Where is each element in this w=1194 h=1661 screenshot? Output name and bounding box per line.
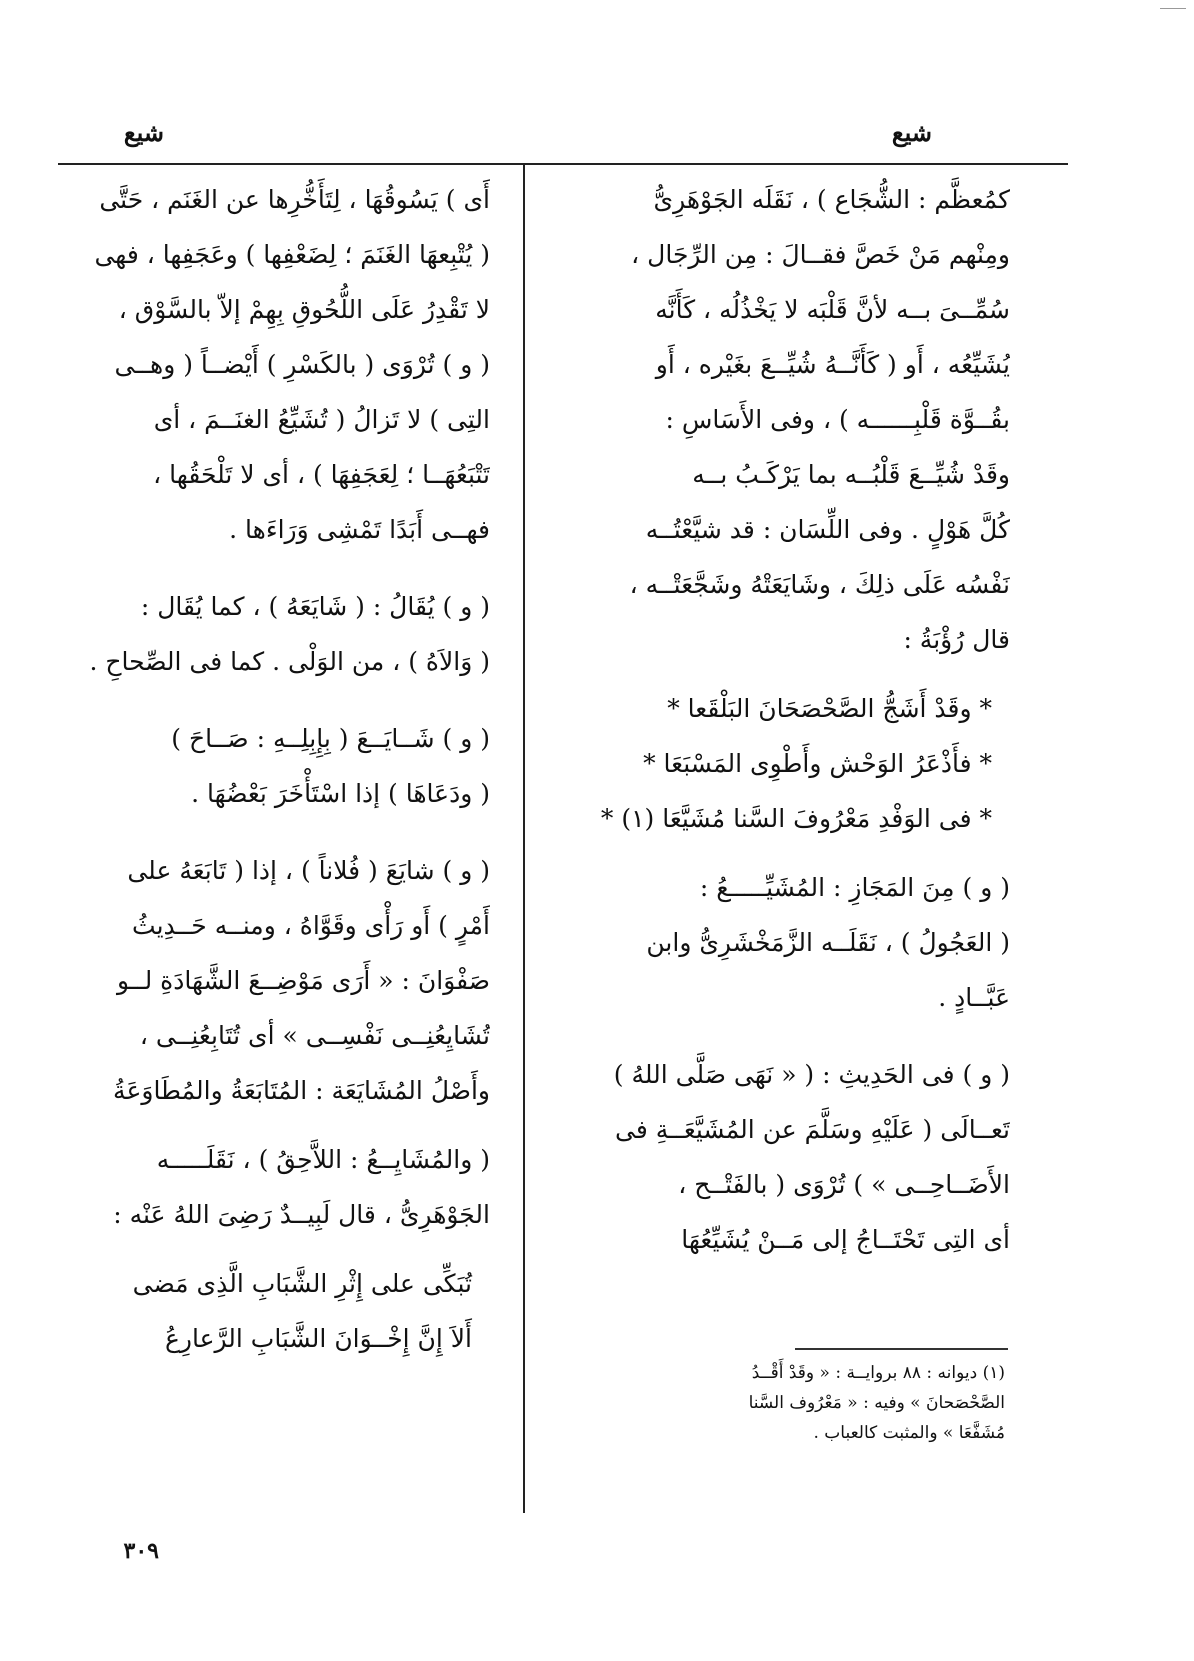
text-line: أى التِى تَحْتَــاجُ إلى مَــنْ يُشَيِّعُهَا: [681, 1225, 1010, 1254]
verse-line: * فأَذْعَرُ الوَحْش وأَطْوِى المَسْبَعَا *: [643, 749, 992, 778]
text-line: ( و ) يُقَالُ : ( شَايَعَهُ ) ، كما يُقَال :: [140, 592, 490, 621]
text-line: ( و ) مِنَ المَجَازِ : المُشَيِّـــــعُ :: [699, 873, 1010, 902]
text-line: سُمِّــىَ بــه لأنَّ قَلْبَه لا يَخْذُلُه ، كَأَنَّه: [655, 295, 1010, 324]
footnote-line: مُشَفَّعَا » والمثبت كالعباب .: [813, 1423, 1005, 1443]
footnote-rule: [795, 1348, 1008, 1350]
column-divider: [523, 163, 525, 1513]
text-line: الأَضَــاحِــى » ) تُرْوَى ( بالفَتْــح ،: [678, 1170, 1010, 1199]
text-line: ( وَالاَهُ ) ، من الوَلْى . كما فى الصِّحاحِ .: [89, 647, 490, 676]
text-line: فهــى أَبَدًا تَمْشِى وَرَاءَها .: [229, 515, 490, 544]
text-line: يُشَيِّعُه ، أَو ( كَأَنَّــهُ شُيِّــعَ بغَيْره ، أَو: [655, 350, 1010, 379]
footnote-line: (١) ديوانه : ٨٨ بروايــة : « وقَدْ أَقْــدُ: [751, 1363, 1005, 1383]
text-line: ( ودَعَاهَا ) إذا اسْتَأْخَرَ بَعْضُهَا .: [191, 779, 490, 808]
text-line: وقَدْ شُيِّــعَ قَلْبُــه بما يَرْكَـبُ بــه: [692, 460, 1010, 489]
verse-line: * وقَدْ أَشَجُّ الصَّحْصَحَانَ البَلْقَعا *: [667, 694, 992, 723]
verse-line: تُبَكِّى على إِثْرِ الشَّبَابِ الَّذِى مَضى: [132, 1269, 472, 1298]
text-line: ( و ) شايَعَ ( فُلاناً ) ، إذا ( تَابَعَهُ على: [127, 856, 490, 885]
text-line: ( والمُشَايِــعُ : اللاَّحِقُ ) ، نَقَلَـــــه: [156, 1145, 490, 1174]
text-line: ( يُتْبِعهَا الغَنَمَ ؛ لِضَعْفِها ) وعَجَفِها ، فهى: [94, 240, 490, 269]
text-line: الجَوْهَرِىُّ ، قال لَبِيــدٌ رَضِىَ اللهُ عَنْه :: [113, 1200, 490, 1229]
text-line: لا تَقْدِرُ عَلَى اللُّحُوقِ بِهِمْ إلاّ بالسَّوْق ،: [118, 295, 490, 324]
text-line: التِى ) لا تَزالُ ( تُشَيِّعُ الغنَــمَ ، أى: [153, 405, 490, 434]
text-line: كُلَّ هَوْلٍ . وفى اللِّسَان : قد شيَّعْتُــه: [645, 515, 1010, 544]
text-line: ( و ) فى الحَدِيثِ : ( « نَهَى صَلَّى اللهُ ): [613, 1060, 1010, 1089]
text-line: كمُعظَّم : الشُّجَاع ) ، نَقَلَه الجَوْهَرِىُّ: [653, 185, 1010, 214]
text-line: ( و ) شَــايَــعَ ( بِإِبِلِــهِ : صَــاحَ ): [171, 724, 490, 753]
text-line: تَتْبَعُهَــا ؛ لِعَجَفِهَا ) ، أى لا تَلْحَقُها ،: [153, 460, 490, 489]
corner-mark: [1160, 8, 1186, 9]
verse-line: أَلاَ إِنَّ إِخْــوَانَ الشَّبَابِ الرَّعارِعُ: [164, 1324, 472, 1353]
text-line: ( العَجُولُ ) ، نَقَلَــه الزَّمَخْشَرِىُّ وابن: [646, 928, 1010, 957]
text-line: أَمْرٍ ) أَو رَأْى وقَوَّاهُ ، ومنــه حَــدِيثُ: [132, 911, 490, 940]
text-line: أَى ) يَسُوقُهَا ، لِتَأَخُّرِها عن الغَنَم ، حَتَّى: [99, 185, 490, 214]
text-line: وأَصْلُ المُشَايَعَة : المُتَابَعَةُ والمُطَاوَعَةُ: [113, 1076, 490, 1105]
text-line: ( و ) تُرْوَى ( بالكَسْرِ ) أَيْضــاً ( وهــى: [114, 350, 490, 379]
header-rule: [58, 163, 1068, 165]
text-line: ومِنْهم مَنْ خَصَّ فقــالَ : مِن الرِّجَال ،: [631, 240, 1010, 269]
footnote-line: الصَّحْصَحانَ » وفيه : « مَعْرُوف السَّنا: [748, 1393, 1005, 1413]
text-line: عَبَّــادٍ .: [938, 983, 1010, 1012]
text-line: قال رُؤْبَةُ :: [903, 625, 1010, 654]
footnote: [600, 1358, 1005, 1448]
text-line: تُشَايِعُنِــى نَفْسِــى » أى تُتَابِعُنِــى ،: [139, 1021, 490, 1050]
text-line: تَعــالَى ( عَلَيْهِ وسَلَّمَ عن المُشَيَّعَــةِ فى: [615, 1115, 1010, 1144]
verse-line: * فى الوَفْدِ مَعْرُوفَ السَّنا مُشَيَّعَا (١) *: [600, 804, 992, 833]
running-head-right: شيع: [891, 118, 932, 147]
page-number: ٣٠٩: [123, 1538, 159, 1564]
text-line: نَفْسُه عَلَى ذلِكَ ، وشَايَعَتْهُ وشَجَّعَتْــه ،: [629, 570, 1010, 599]
text-line: صَفْوَانَ : « أَرَى مَوْضِــعَ الشَّهَادَةِ لــو: [117, 966, 490, 995]
left-column: [62, 172, 490, 1366]
right-column: [580, 172, 1010, 1267]
running-head-left: شيع: [123, 118, 164, 147]
text-line: بقُــوَّة قَلْبِــــــه ) ، وفى الأَسَاسِ :: [665, 405, 1010, 434]
